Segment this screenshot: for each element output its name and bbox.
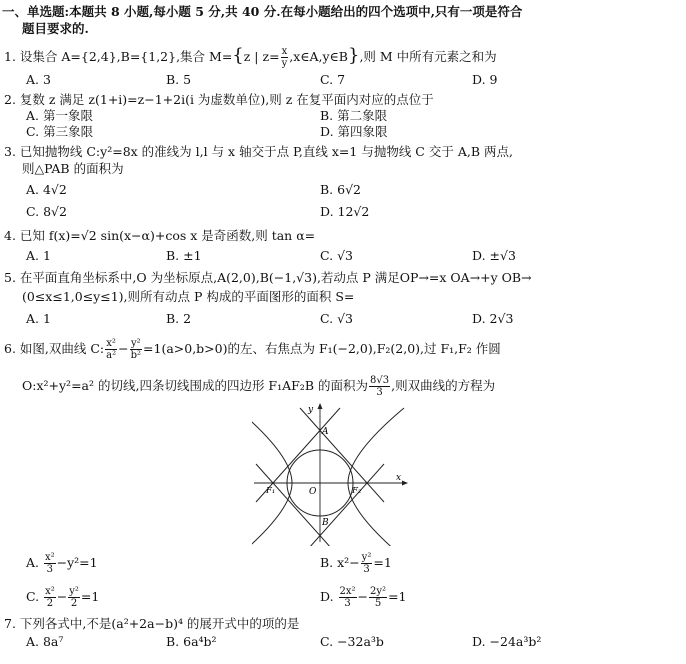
q7-option-d[interactable]: D. −24a³b² <box>472 634 542 649</box>
q1-option-b[interactable]: B. 5 <box>166 72 192 87</box>
hyperbola-left-branch <box>252 408 292 546</box>
label-a: A <box>322 427 329 437</box>
question-6-stem-cont: O:x²+y²=a² 的切线,四条切线围成的四边形 F₁AF₂B 的面积为 $\frac{8√3}{3}$ ,则双曲线的方程为 <box>22 375 496 398</box>
q3-option-d[interactable]: D. 12√2 <box>320 204 370 219</box>
q1-option-d[interactable]: D. 9 <box>472 72 498 87</box>
label-o: O <box>309 487 317 497</box>
q7-option-a[interactable]: A. 8a⁷ <box>26 634 64 649</box>
x-axis-arrow <box>402 481 408 486</box>
q3-option-a[interactable]: A. 4√2 <box>26 182 67 197</box>
question-3-stem-cont: 则△PAB 的面积为 <box>22 161 124 176</box>
q6-option-b[interactable]: B. x²− $\frac{\text{y²}}{3}$ =1 <box>320 552 392 575</box>
label-b: B <box>322 518 329 528</box>
q2-option-b[interactable]: B. 第二象限 <box>320 108 388 123</box>
question-6-stem: 6. 如图,双曲线 C: $\frac{\text{x²}}{\text{a²}}$ − $\frac{\text{y²}}{\text{b²}}$ =1(a>0,b>0)的左、右焦点为 F₁(−2,0),F₂(2,0),过 F₁,F₂ 作圆 <box>4 338 501 361</box>
q4-option-c[interactable]: C. √3 <box>320 248 353 263</box>
q3-option-b[interactable]: B. 6√2 <box>320 182 362 197</box>
q5-option-b[interactable]: B. 2 <box>166 311 192 326</box>
label-x: x <box>396 473 402 483</box>
question-2-stem: 2. 复数 z 满足 z(1+i)=z−1+2i(i 为虚数单位),则 z 在复平面内对应的点位于 <box>4 92 434 107</box>
y-axis-arrow <box>318 403 323 409</box>
question-7-stem: 7. 下列各式中,不是(a²+2a−b)⁴ 的展开式中的项的是 <box>4 616 300 631</box>
question-4-stem: 4. 已知 f(x)=√2 sin(x−α)+cos x 是奇函数,则 tan α= <box>4 228 316 243</box>
q5-option-d[interactable]: D. 2√3 <box>472 311 514 326</box>
q5-option-c[interactable]: C. √3 <box>320 311 353 326</box>
q2-option-d[interactable]: D. 第四象限 <box>320 124 388 139</box>
question-1-stem: 1. 设集合 A={2,4},B={1,2},集合 M={z | z= $\frac{x}{y}$ ,x∈A,y∈B},则 M 中所有元素之和为 <box>4 45 497 69</box>
question-3-stem: 3. 已知抛物线 C:y²=8x 的准线为 l,l 与 x 轴交于点 P,直线 x=1 与抛物线 C 交于 A,B 两点, <box>4 144 513 159</box>
q4-option-d[interactable]: D. ±√3 <box>472 248 516 263</box>
label-f1: F₁ <box>266 486 276 496</box>
hyperbola-figure <box>252 400 412 546</box>
question-5-stem: 5. 在平面直角坐标系中,O 为坐标原点,A(2,0),B(−1,√3),若动点 P 满足OP→=x OA→+y OB→ <box>4 270 532 285</box>
q6-option-a[interactable]: A. $\frac{\text{x²}}{3}$ −y²=1 <box>26 552 98 575</box>
q7-option-c[interactable]: C. −32a³b <box>320 634 384 649</box>
q5-option-a[interactable]: A. 1 <box>26 311 51 326</box>
section-title: 一、单选题:本题共 8 小题,每小题 5 分,共 40 分.在每小题给出的四个选项中,只有一项是符合 <box>2 4 523 19</box>
q1-option-a[interactable]: A. 3 <box>26 72 51 87</box>
q2-option-c[interactable]: C. 第三象限 <box>26 124 94 139</box>
label-f2: F₂ <box>352 486 362 496</box>
q4-option-a[interactable]: A. 1 <box>26 248 51 263</box>
section-title-cont: 题目要求的. <box>22 21 89 36</box>
q2-option-a[interactable]: A. 第一象限 <box>26 108 93 123</box>
q6-option-d[interactable]: D. $\frac{\text{2x²}}{3}$ − $\frac{\text{2y²}}{5}$ =1 <box>320 586 407 609</box>
q4-option-b[interactable]: B. ±1 <box>166 248 202 263</box>
tangent-line-3 <box>256 464 340 546</box>
label-y: y <box>308 405 314 415</box>
tangent-line-4 <box>300 464 384 546</box>
question-5-stem-cont: (0≤x≤1,0≤y≤1),则所有动点 P 构成的平面图形的面积 S= <box>22 289 355 304</box>
q6-option-c[interactable]: C. $\frac{\text{x²}}{2}$ − $\frac{\text{y²}}{2}$ =1 <box>26 586 100 609</box>
q1-option-c[interactable]: C. 7 <box>320 72 346 87</box>
q7-option-b[interactable]: B. 6a⁴b² <box>166 634 217 649</box>
q3-option-c[interactable]: C. 8√2 <box>26 204 67 219</box>
